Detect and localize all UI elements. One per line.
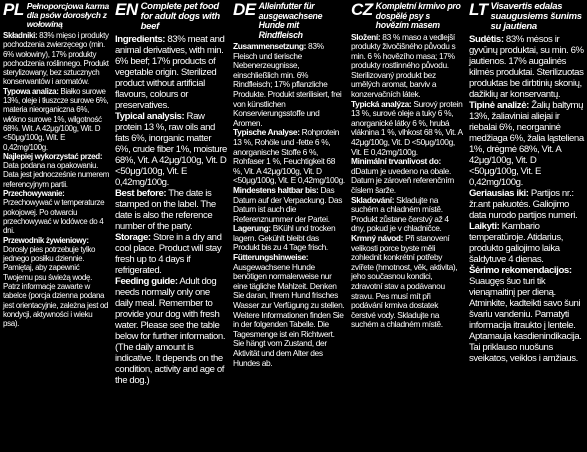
section-label: Typical analysis: [115,111,185,122]
section-label: Zusammensetzung: [233,41,307,51]
section-label: Laikyti: [469,221,500,232]
section-text: 83% Fleisch und tierische Nebenerzeugnisse, einschließlich min. 6% Rindfleisch; 17% pflanzliche Produkte. Produkt sterilisiert, frei von künstlichen Konservierungsstoffe und Aromen. [233,41,342,128]
section-best-before [233,186,345,224]
product-title: Alleinfutter für ausgewachsene Hunde mit Rindfleisch [258,1,323,40]
section-ingredients [3,31,109,87]
section-storage [469,221,584,265]
section-best-before [115,188,227,232]
section-label: Složení: [351,31,381,42]
language-code: PL [3,0,24,19]
section-text: Store in a dry and cool place. Product will stay fresh up to 4 days if refrigerated. [115,232,222,276]
section-text: BKühl und trocken lagern. Gekühlt bleibt das Produkt bis zu 4 Tage frisch. [233,223,336,253]
column-de [230,0,348,452]
section-text: Białko surowe 13%, oleje i tłuszcze surowe 6%, materia nieorganiczna 6%, włókno surowe 1%, wilgotność 68%. Wit. A 42μg/100g, Wit. D <50μg/100g, Wit. E 0,42mg/100g. [3,86,109,152]
section-text: dDatum je uvedeno na obale. Datum je zároveň referenčním číslem šarže. [351,165,454,195]
section-ingredients [469,34,584,100]
product-title: Kompletní krmivo pro dospělé psy s hovězím masem [375,1,461,30]
section-label: Sudėtis: [469,34,504,45]
section-analysis [469,100,584,188]
language-code: CZ [351,0,373,19]
section-feeding [469,265,584,364]
section-storage [233,224,345,253]
section-text: Suaugęs šuo turi tik vienąmaitinį per dieną. Atminkite, kadteikti savo šuni švariu vandeniu. Pamatyti informacija itraukto į lentele. Aptamauja kasdienindikacija. Tai priklauso nuošuns sveikatos, veiklos i amžiaus. [469,276,582,364]
section-text: 83 % maso a vedlejší produkty živočišného původu s min. 6 % hovězího masa; 17% produkty rostlinného původu. Sterilizovaný produkt bez umělých aromat, barviv a konzervačních látek. [351,31,456,100]
section-label: Storage: [115,232,151,243]
section-text: Rohprotein 13 %, Rohöle und -fette 6 %, anorganische Stoffe 6 %, Rohfaser 1 %, Feuchtigkeit 68 %, Vit. A 42μg/100g, Vit. D <50μg/100g, Vit. E 0,42mg/100g. [233,127,345,186]
column-header [469,2,584,32]
section-label: Skladování: [351,194,395,205]
section-text: Partijos nr.: žr.ant pakuotės. Galiojimo data nurodo partijos numeri. [469,188,578,221]
column-pl [0,0,112,452]
section-feeding [233,253,345,368]
section-label: Ingredients: [115,34,166,45]
column-header [115,2,227,32]
section-label: Typická analýza: [351,98,412,109]
language-code: DE [233,0,256,19]
section-text: Ausgewachsene Hunde benötigen normalerweise nur eine tägliche Mahlzeit. Denken Sie daran, Ihrem Hund frisches Wasser zur Verfügung zu stellen. Weitere Informationen finden Sie in der folgenden Tabelle. Die Tagesmenge ist ein Richtwert. Sie hängt vom Zustand, der Aktivität und dem Alter des Hundes ab. [233,261,345,368]
section-text: Adult dog needs normally only one daily meal. Remember to provide your dog with fresh water. Please see the table below for further information. (The daily amount is indicative. It depends on the condition, activity and age of the dog.) [115,276,226,386]
section-label: Best before: [115,188,167,199]
section-text: Surový protein 13 %, surové oleje a tuky 6 %, anorganické látky 6 %, hrubá vláknina 1 %, vlhkost 68 %, Vit. A 42μg/100g, Vit. D <50μg/100g, Vit. E 0,42mg/100g. [351,98,463,157]
section-best-before [3,152,109,189]
column-lt [466,0,587,452]
product-title: Complete pet food for adult dogs with beef [140,1,220,32]
section-storage [351,196,463,234]
section-analysis [351,100,463,158]
section-text: The date is stamped on the label. The date is also the reference number of the party. [115,188,216,232]
section-label: Geriausias iki: [469,188,529,199]
section-analysis [3,87,109,152]
section-label: Składniki: [3,31,38,40]
column-header [233,2,345,40]
section-label: Typowa analiza: [3,86,59,96]
section-label: Feeding guide: [115,276,178,287]
section-text: 83% meat and animal derivatives, with min. 6% beef; 17% products of vegetable origin. Sterilized product without artificial flavours, colours or preservatives. [115,34,225,111]
section-text: Przechowywać w temperaturze pokojowej. Po otwarciu przechowywać w lodówce do 4 dni. [3,198,105,236]
section-storage [3,189,109,235]
section-text: 83% mięso i produkty pochodzenia zwierzęcego (min. 6% wołowiny), 17% produkty pochodzenia roślinnego. Produkt sterylizowany, bez sztucznych konserwantów i aromatów. [3,31,109,87]
section-label: Przewodnik żywieniowy: [3,235,89,245]
section-label: Najlepiej wykorzystać przed: [3,151,103,161]
column-header [3,2,109,29]
product-title: Visavertis edalas suaugusiems šunims su jautiena [490,1,582,32]
column-en [112,0,230,452]
language-code: LT [469,0,488,19]
section-label: Šėrimo rekomendacijos: [469,265,572,276]
language-code: EN [115,0,138,19]
section-text: Das Datum auf der Verpackung. Das Datum ist auch die Referenznummer der Partei. [233,184,343,224]
section-label: Krmný návod: [351,232,404,243]
section-analysis [233,128,345,186]
section-text: Kambario temperatūroje. Atidarius, produkto galiojimo laika šaldytuve 4 dienas. [469,221,563,265]
section-ingredients [115,34,227,111]
section-label: Przechowywanie: [3,189,65,199]
section-label: Minimální trvanlivost do: [351,156,441,167]
section-label: Tipinė analizė: [469,100,529,111]
section-best-before [351,157,463,195]
section-label: Typische Analyse: [233,127,300,138]
section-text: Žalių baltymų 13%, žaliaviniai aliejai ir riebalai 6%, neorganinė medžiaga 6%, žalia ląsteliena 1%, drėgmė 68%, Vit. A 42μg/100g, Vit. D <50μg/100g, Vit. E 0,42mg/100g. [469,100,584,188]
section-ingredients [233,42,345,128]
column-cz [348,0,466,452]
product-title: Pełnoporcjowa karma dla psów dorosłych z wołowiną [26,1,109,29]
section-best-before [469,188,584,221]
section-text: Dorosły pies potrzebuje tylko jednego posiłku dziennie. Pamiętaj, aby zapewnić Twojemu psu świeżą wodę. Patrz informacje zawarte w tabelce (porcja dzienna podana jest orientacyjnie, zależna jest od kondycji, aktywności i wieku psa). [3,244,109,329]
section-storage [115,232,227,276]
section-feeding [351,234,463,330]
section-text: 83% mėsos ir gyvūnų produktai, su min. 6% jautienos. 17% augalinės kilmės produktai. Sterilizuotas produktas be dirbtinių skonių, dažiklių ar konservantų. [469,34,584,100]
section-label: Lagerung: [233,223,271,234]
section-feeding [3,236,109,329]
section-text: Raw protein 13 %, raw oils and fats 6%, inorganic matter 6%, crude fiber 1%, moisture 68%, Vit. A 42μg/100g, Vit. D <50μg/100g, Vit. E 0,42mg/100g. [115,111,227,188]
column-header [351,2,463,31]
section-text: Data podana na opakowaniu. Data jest jednocześnie numerem referencyjnym partii. [3,161,110,189]
section-analysis [115,111,227,188]
section-feeding [115,276,227,386]
section-text: Při stanovení velikosti porce byste měli zohlednit konkrétní potřeby zvířete (hmotnost, věk, aktivita), jeho současnou kondici, zdravotní stav a podávanou stravu. Pes musí mít při podávání krmiva dostatek čerstvé vody. Skladujte na suchém a chladném místě. [351,232,458,330]
section-ingredients [351,33,463,100]
section-label: Mindestens haltbar bis: [233,184,319,195]
section-text: Skladujte na suchém a chladném místě. Produkt zůstane čerstvý až 4 dny, pokud je v chladničce. [351,194,449,234]
section-label: Fütterungshinweise: [233,252,309,263]
